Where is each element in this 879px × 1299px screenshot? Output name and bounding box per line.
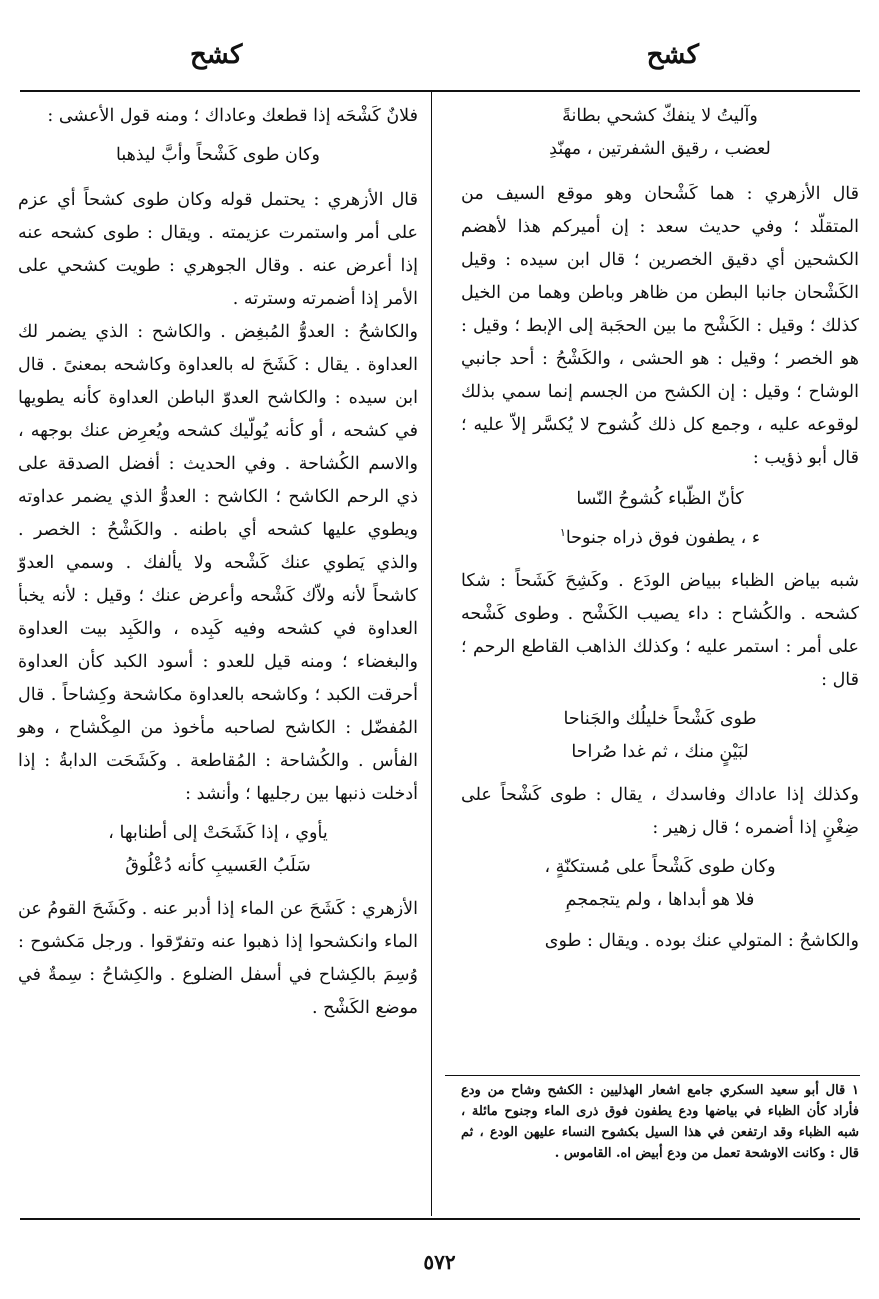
footnote xyxy=(461,1080,859,1164)
verse-line: طوى كَشْحاً خليلُك والجَناحا xyxy=(563,708,757,729)
right-column xyxy=(461,100,859,958)
verse-line: وكان طوى كَشْحاً وأبَّ ليذهبا xyxy=(116,145,320,165)
verse-line: فلا هو أبداها ، ولم يتجمجمِ xyxy=(565,889,755,910)
page-number: ٥٧٢ xyxy=(423,1250,456,1274)
paragraph: فلانٌ كَشْحَه إذا قطعك وعاداك ؛ ومنه قول الأعشى : xyxy=(47,106,418,126)
verse-line: وكان طوى كَشْحاً على مُستكنّةٍ ، xyxy=(544,856,776,877)
left-column xyxy=(18,100,418,1025)
verse-line: وآليتُ لا ينفكّ كشحي بطانةً xyxy=(562,106,758,126)
footnote-number: ١ xyxy=(852,1083,859,1098)
footnote-text: قال أبو سعيد السكري جامع اشعار الهذليين : الكشح وشاح من ودع فأراد كأن الظباء في بياضها ودع يطفون فوق ذرى الماء وجنوح مائلة ، شبه الظباء وقد ارتفعن في هذا السيل بكشوح النساء عليهن الودع ، ثم قال : وكانت الاوشحة تعمل من ودع أبيض اه. القاموس . xyxy=(461,1083,859,1161)
paragraph: والكاشحُ : المتولي عنك بوده . ويقال : طوى xyxy=(544,930,859,951)
paragraph: والكاشحُ : العدوُّ المُبغِض . والكاشح : الذي يضمر لك العداوة . يقال : كَشَحَ له بالعداوة وكاشحه بمعنىً . قال ابن سيده : والكاشح العدوّ الباطن العداوة كأنه يطويها في كشحه ، أو كأنه يُولّيك كشحه ويُعرِض عنك بوجهه ، والاسم الكُشاحة . وفي الحديث : أفضل الصدقة على ذي الرحم الكاشح ؛ الكاشح : العدوُّ الذي يضمر عداوته ويطوي عليها كشحه أي باطنه . والكَشْحُ : الخصر . والذي يَطوي عنك كَشْحه ولا يألفك . وسمي العدوّ كاشحاً لأنه ولاّك كَشْحه وأعرض عنك ؛ وقيل : لأنه يخبأ العداوة في كشحه وفيه كَبِده ، والكَبِد بيت العداوة والبغضاء ؛ ومنه قيل للعدو : أسود الكبد كأن العداوة أحرقت الكبد ؛ وكاشحه بالعداوة مكاشحة وكِشاحاً . قال المُفضّل : الكاشح لصاحبه مأخوذ من المِكْشاح ، وهو الفأس . والكُشاحة : المُقاطعة . وكَشَحَت الدابةُ : إذا أدخلت ذنبها بين رجليها ؛ وأنشد : xyxy=(18,322,418,804)
paragraph: الأزهري : كَشَحَ عن الماء إذا أدبر عنه . وكَشَحَ القومُ عن الماء وانكشحوا إذا ذهبوا عنه وتفرّقوا . ورجل مَكشوح : وُسِمَ بالكِشاح في أسفل الضلوع . والكِشاحُ : سِمةٌ في موضع الكَشْح . xyxy=(18,899,418,1018)
paragraph: قال الأزهري : هما كَشْحان وهو موقع السيف من المتقلّد ؛ وفي حديث سعد : إن أميركم هذا لأهضم الكشحين أي دقيق الخصرين ؛ قال ابن سيده : وقيل الكَشْحان جانبا البطن من ظاهر وباطن وهما من الخيل كذلك ؛ وقيل : الكَشْح ما بين الحجَبة إلى الإبط ؛ وقيل : هو الخصر ؛ وقيل : هو الحشى ، والكَشْحُ : أحد جانبي الوشاح ؛ وقيل : إن الكشح من الجسم إنما سمي بذلك لوقوعه عليه ، وجمع كل ذلك كُشوح لا يُكسَّر إلاّ عليه ؛ قال أبو ذؤيب : xyxy=(461,184,859,468)
paragraph: شبه بياض الظباء ببياض الودَع . وكَشِحَ كَشَحاً : شكا كشحه . والكُشاح : داء يصيب الكَشْح . وطوى كَشْحه على أمر : استمر عليه ؛ وكذلك الذاهب القاطع الرحم ؛ قال : xyxy=(461,570,859,690)
footer-rule xyxy=(20,1218,860,1220)
verse-line: لعضب ، رقيق الشفرتين ، مهنّدِ xyxy=(549,139,771,159)
verse-line: كأنّ الظّباء كُشوحُ النّسا xyxy=(576,489,744,509)
running-header-left: كشح xyxy=(190,40,243,70)
footnote-marker: ١ xyxy=(559,526,566,539)
verse-line: يأوي ، إذا كَشَحَتْ إلى أطنابها ، xyxy=(108,823,328,843)
running-header-right: كشح xyxy=(646,40,699,70)
column-divider xyxy=(431,92,432,1216)
paragraph: وكذلك إذا عاداك وفاسدك ، يقال : طوى كَشْحاً على ضِغْنٍ إذا أضمره ؛ قال زهير : xyxy=(461,784,859,838)
paragraph: قال الأزهري : يحتمل قوله وكان طوى كشحاً أي عزم على أمر واستمرت عزيمته . ويقال : طوى كشحه عنه إذا أعرض عنه . وقال الجوهري : طويت كشحي على الأمر إذا أضمرته وسترته . xyxy=(18,190,418,309)
verse-line: ء ، يطفون فوق ذراه جنوحا$^١$ xyxy=(559,526,761,548)
verse-line: لبَيْنٍ منك ، ثم غدا صُراحا xyxy=(571,741,749,762)
header-rule xyxy=(20,90,860,92)
footnote-rule xyxy=(445,1075,860,1076)
verse-line: سَلَبُ العَسيبِ كأنه دُعْلُوقُ xyxy=(125,856,311,876)
